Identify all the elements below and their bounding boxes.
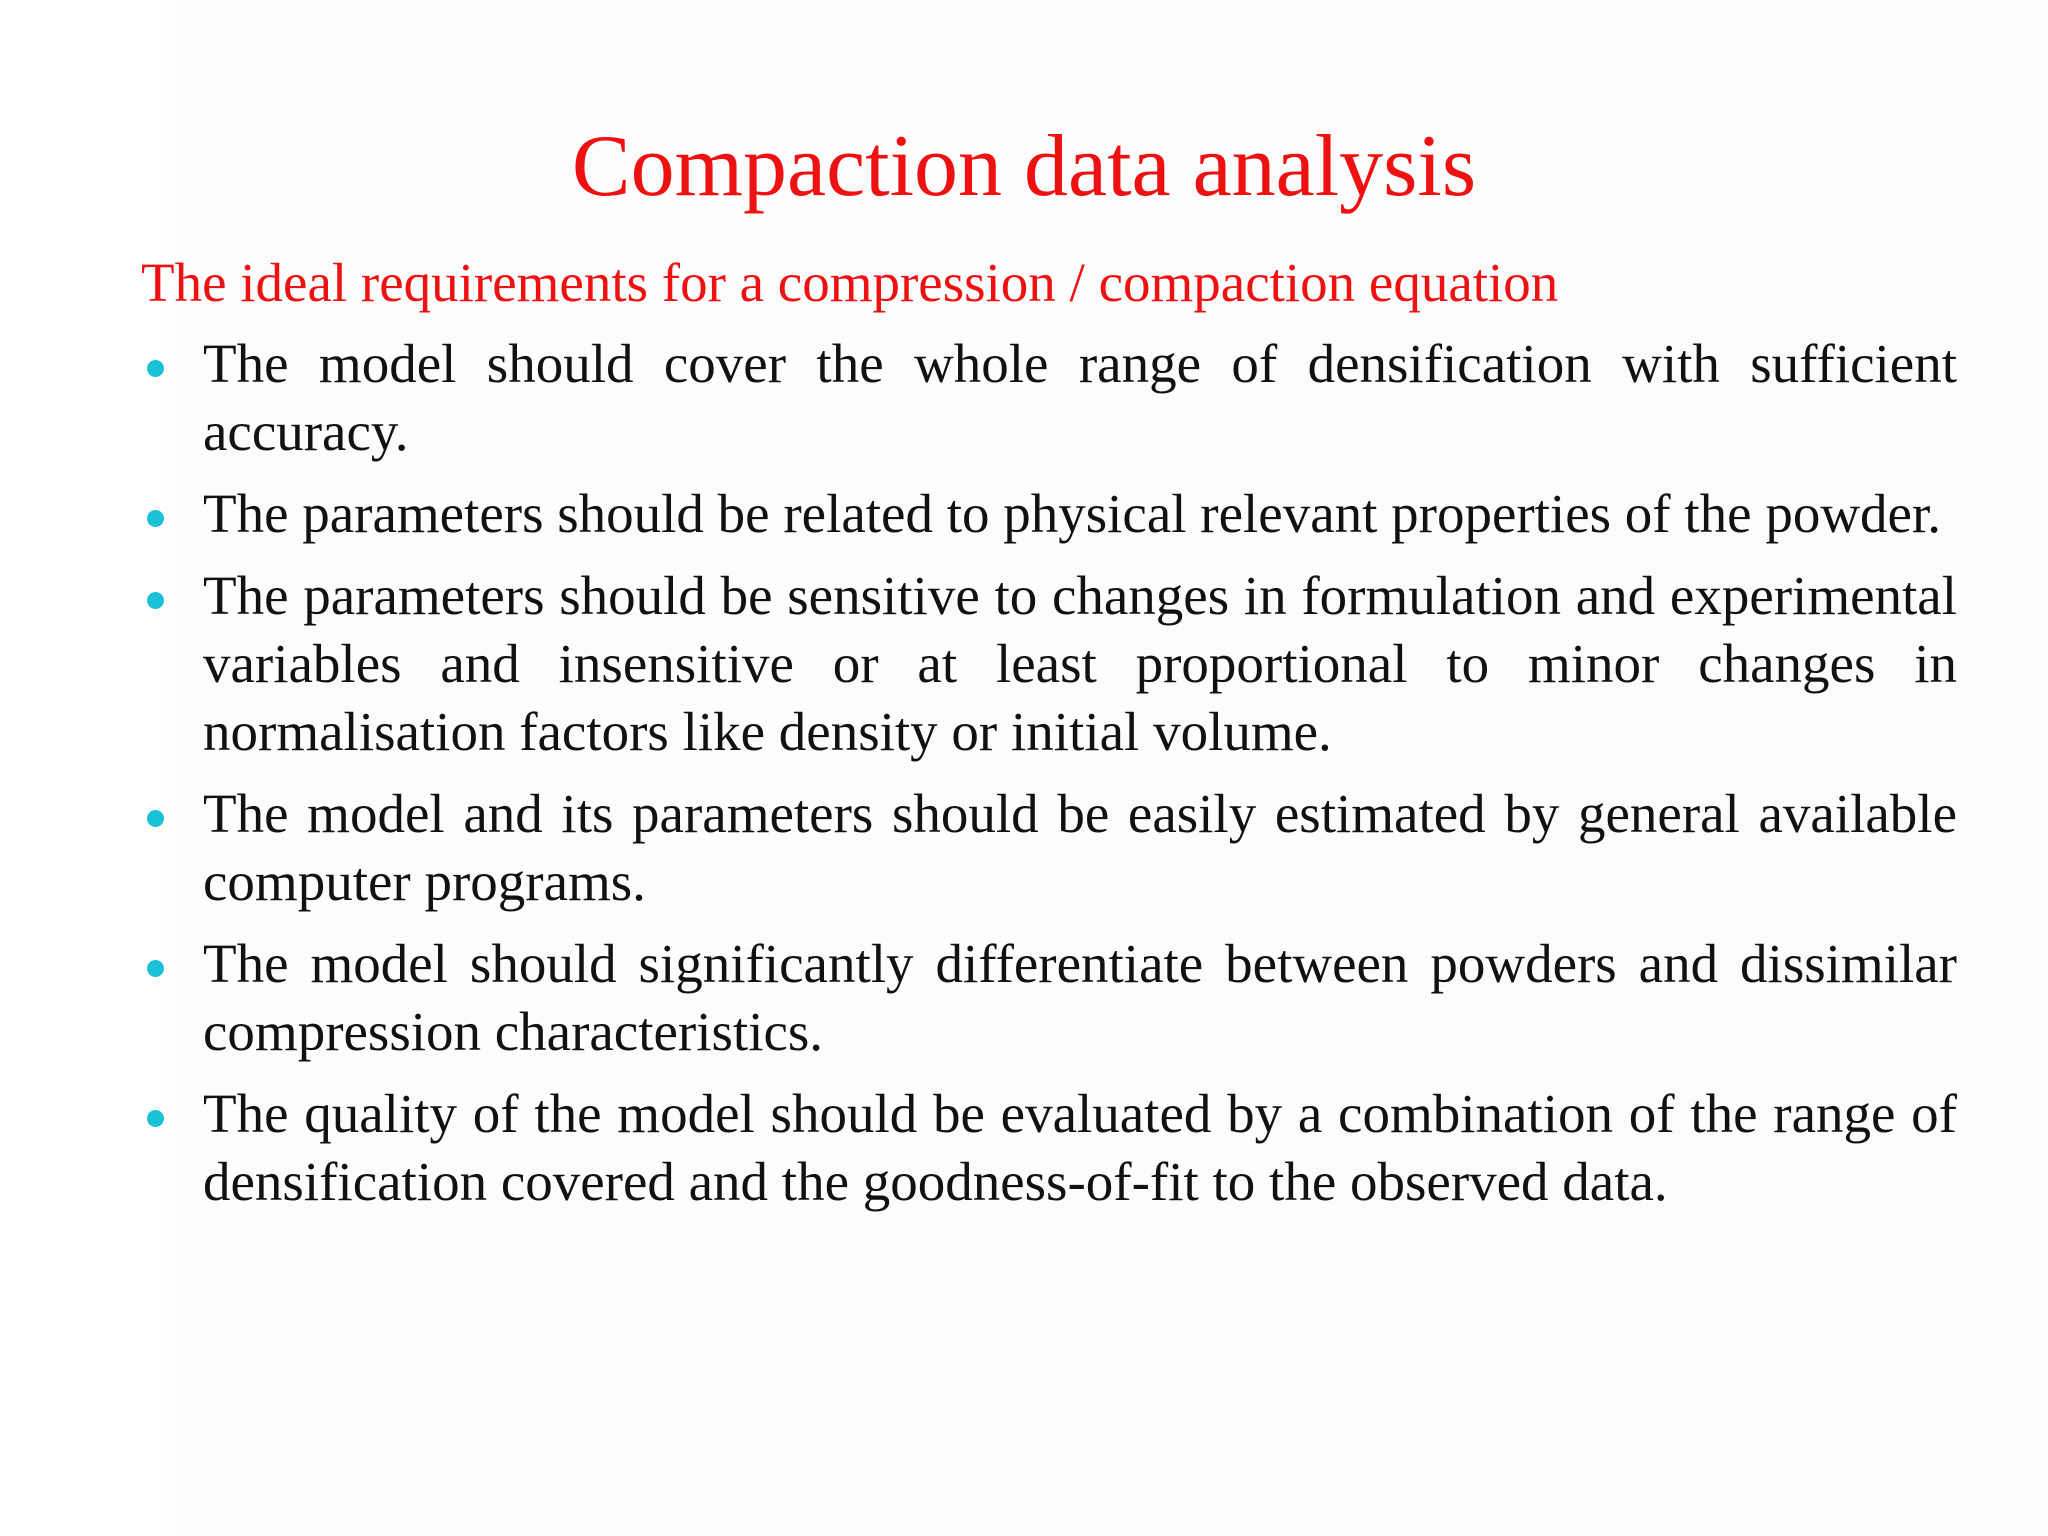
bullet-item <box>141 930 1957 1066</box>
bullet-text: The parameters should be related to physical relevant properties of the powder. <box>203 483 1941 544</box>
bullet-item <box>141 330 1957 466</box>
bullet-item <box>141 1080 1957 1216</box>
bullet-list <box>141 330 1957 1230</box>
bullet-item <box>141 480 1957 548</box>
slide-title: Compaction data analysis <box>571 118 1477 215</box>
bullet-text: The model should significantly differentiate between powders and dissimilar compression characteristics. <box>203 933 1957 1062</box>
bullet-item <box>141 780 1957 916</box>
bullet-item <box>141 562 1957 766</box>
bullet-text: The model should cover the whole range of densification with sufficient accuracy. <box>203 333 1957 462</box>
bullet-icon <box>147 592 164 609</box>
slide-subtitle: The ideal requirements for a compression / compaction equation <box>141 252 1559 313</box>
bullet-icon <box>147 1110 164 1127</box>
bullet-icon <box>147 510 164 527</box>
bullet-text: The model and its parameters should be easily estimated by general available computer programs. <box>203 783 1957 912</box>
bullet-text: The quality of the model should be evaluated by a combination of the range of densification covered and the goodness-of-fit to the observed data. <box>203 1083 1957 1212</box>
bullet-icon <box>147 960 164 977</box>
bullet-icon <box>147 360 164 377</box>
bullet-icon <box>147 810 164 827</box>
bullet-text: The parameters should be sensitive to changes in formulation and experimental variables and insensitive or at least proportional to minor changes in normalisation factors like density or initial volume. <box>203 565 1957 762</box>
